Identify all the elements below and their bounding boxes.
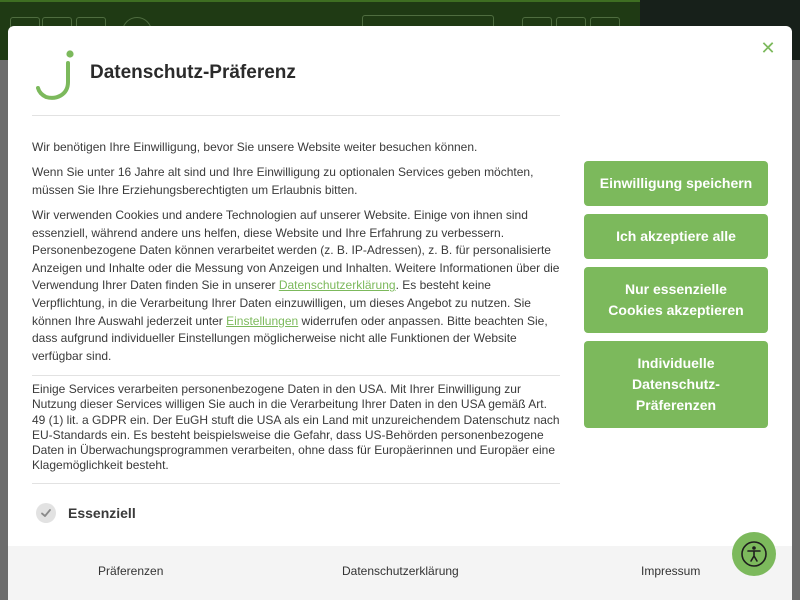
cookie-info-part-3: widerrufen oder anpassen. Bitte beachten Sie, dass aufgrund individueller Einstellungen möglicherweise nicht alle Funktionen der Website verfügbar sind.	[32, 313, 548, 363]
close-icon[interactable]: ✕	[760, 38, 776, 58]
accept-essential-label-line-2: Cookies akzeptieren	[608, 302, 744, 318]
privacy-policy-link[interactable]: Datenschutzerklärung	[278, 278, 396, 293]
save-consent-button[interactable]: Einwilligung speichern	[584, 161, 768, 206]
individual-preferences-label-line-1: Individuelle	[637, 355, 715, 371]
individual-preferences-label-line-2: Datenschutz-	[632, 376, 720, 392]
essential-checkbox[interactable]	[36, 503, 56, 523]
accept-essential-button[interactable]	[584, 267, 768, 333]
privacy-dialog	[8, 26, 792, 600]
divider	[32, 375, 560, 376]
usa-transfer-text: Einige Services verarbeiten personenbezogene Daten in den USA. Mit Ihrer Einwilligung zur Nutzung dieser Services willigen Sie auch in die Verarbeitung Ihrer Daten in den USA gemäß Art. 49 (1) lit. a GDPR ein. Der EuGH stuft die USA als ein Land mit unzureichendem Datenschutz nach EU-Standards ein. Es besteht beispielsweise die Gefahr, dass US-Behörden personenbezogene Daten in Überwachungsprogrammen verarbeiten, ohne dass für Europäerinnen und Europäer eine Klagemöglichkeit besteht.	[32, 382, 560, 473]
cookie-info-part-2: . Es besteht keine Verpflichtung, in die Verarbeitung Ihrer Daten einzuwilligen, um dieses Angebot zu nutzen. Sie können Ihre Auswahl jederzeit unter	[32, 278, 531, 328]
dialog-title: Datenschutz-Präferenz	[90, 62, 296, 83]
accessibility-button[interactable]	[732, 532, 776, 576]
accept-essential-label-line-1: Nur essenzielle	[625, 281, 727, 297]
checkmark-icon	[40, 507, 52, 519]
settings-link[interactable]: Einstellungen	[226, 313, 299, 328]
divider	[32, 483, 560, 484]
divider	[32, 115, 560, 116]
cookie-info-part-1: Wir verwenden Cookies und andere Technologien auf unserer Website. Einige von ihnen sind essenziell, während andere uns helfen, diese Website und Ihre Erfahrung zu verbessern. Personenbezogene Daten können verarbeitet werden (z. B. IP-Adressen), z. B. für personalisierte Anzeigen und Inhalte oder die Messung von Anzeigen und Inhalten. Weitere Informationen über die Verwendung Ihrer Daten finden Sie in unserer	[32, 208, 560, 293]
individual-preferences-button[interactable]	[584, 341, 768, 428]
essential-checkbox-label: Essenziell	[68, 505, 136, 521]
accessibility-icon	[740, 540, 768, 568]
age-notice-text: Wenn Sie unter 16 Jahre alt sind und Ihre Einwilligung zu optionalen Services geben möchten, müssen Sie Ihre Erziehungsberechtigten um Erlaubnis bitten.	[32, 165, 534, 197]
essential-checkbox-row[interactable]	[36, 502, 136, 524]
accept-all-button[interactable]: Ich akzeptiere alle	[584, 214, 768, 259]
action-buttons	[584, 161, 768, 436]
individual-preferences-label-line-3: Präferenzen	[635, 397, 717, 413]
footer-link-imprint[interactable]: Impressum	[641, 564, 701, 578]
background-accent-bar	[0, 0, 640, 2]
footer-link-privacy-policy[interactable]: Datenschutzerklärung	[342, 564, 459, 578]
dialog-footer	[8, 546, 792, 600]
footer-link-preferences[interactable]: Präferenzen	[98, 564, 164, 578]
cookie-info-text	[32, 207, 562, 365]
brand-logo-icon	[36, 48, 78, 102]
consent-intro-text: Wir benötigen Ihre Einwilligung, bevor Sie unsere Website weiter besuchen können.	[32, 140, 478, 154]
